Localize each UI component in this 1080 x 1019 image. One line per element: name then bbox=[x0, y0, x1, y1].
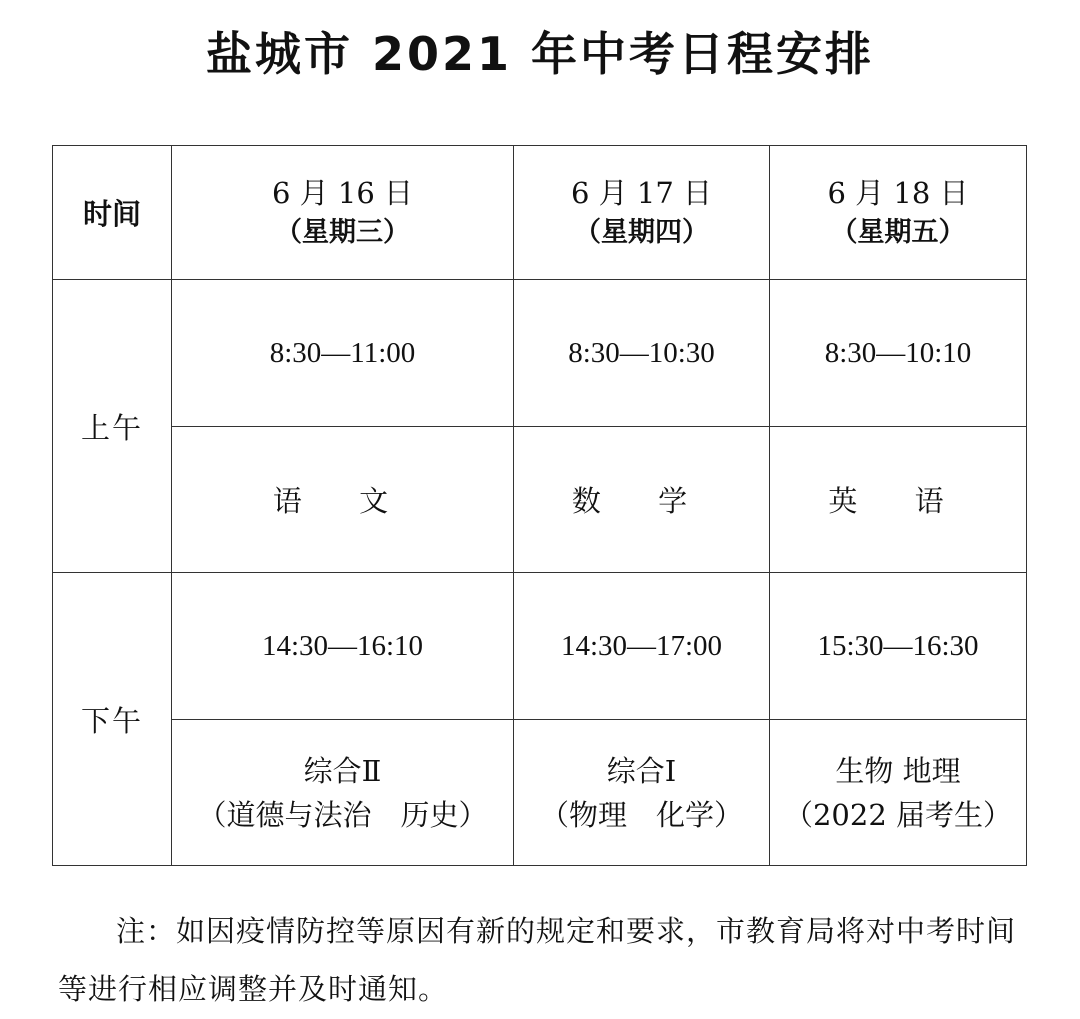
subject-detail: （道德与法治 历史） bbox=[197, 797, 488, 832]
day-weekday: （星期四） bbox=[574, 216, 709, 248]
subject-name: 生物 地理 bbox=[835, 753, 961, 788]
time-cell: 15:30—16:30 bbox=[770, 573, 1027, 720]
page-title: 盐城市 2021 年中考日程安排 bbox=[205, 27, 875, 81]
subject-detail: （物理 化学） bbox=[539, 797, 743, 832]
time-header: 时间 bbox=[53, 146, 172, 280]
morning-label: 上午 bbox=[53, 280, 172, 573]
afternoon-time-row bbox=[53, 573, 1027, 720]
time-cell: 8:30—10:30 bbox=[514, 280, 770, 427]
afternoon-subject-row bbox=[53, 720, 1027, 866]
subject-name: 综合Ⅰ bbox=[606, 753, 677, 788]
day-date: 6 月 18 日 bbox=[827, 175, 969, 210]
day-date: 6 月 16 日 bbox=[271, 175, 413, 210]
subject-cell: 英 语 bbox=[770, 427, 1027, 573]
subject-cell: 数 学 bbox=[514, 427, 770, 573]
header-row bbox=[53, 146, 1027, 280]
subject-cell: 语 文 bbox=[172, 427, 514, 573]
subject-cell bbox=[172, 720, 514, 866]
subject-name: 综合Ⅱ bbox=[303, 753, 382, 788]
subject-cell bbox=[514, 720, 770, 866]
exam-schedule-table bbox=[52, 145, 1027, 866]
morning-subject-row bbox=[53, 427, 1027, 573]
subject-detail: （2022 届考生） bbox=[783, 797, 1013, 832]
time-cell: 14:30—16:10 bbox=[172, 573, 514, 720]
subject-cell bbox=[770, 720, 1027, 866]
time-cell: 8:30—10:10 bbox=[770, 280, 1027, 427]
afternoon-label: 下午 bbox=[53, 573, 172, 866]
footnote: 注：如因疫情防控等原因有新的规定和要求，市教育局将对中考时间等进行相应调整并及时通知。 bbox=[58, 914, 1017, 1006]
day-weekday: （星期五） bbox=[830, 216, 966, 248]
day-date: 6 月 17 日 bbox=[570, 175, 712, 210]
time-cell: 8:30—11:00 bbox=[172, 280, 514, 427]
time-cell: 14:30—17:00 bbox=[514, 573, 770, 720]
day-header-2 bbox=[514, 146, 770, 280]
day-weekday: （星期三） bbox=[275, 216, 410, 248]
day-header-1 bbox=[172, 146, 514, 280]
day-header-3 bbox=[770, 146, 1027, 280]
morning-time-row bbox=[53, 280, 1027, 427]
